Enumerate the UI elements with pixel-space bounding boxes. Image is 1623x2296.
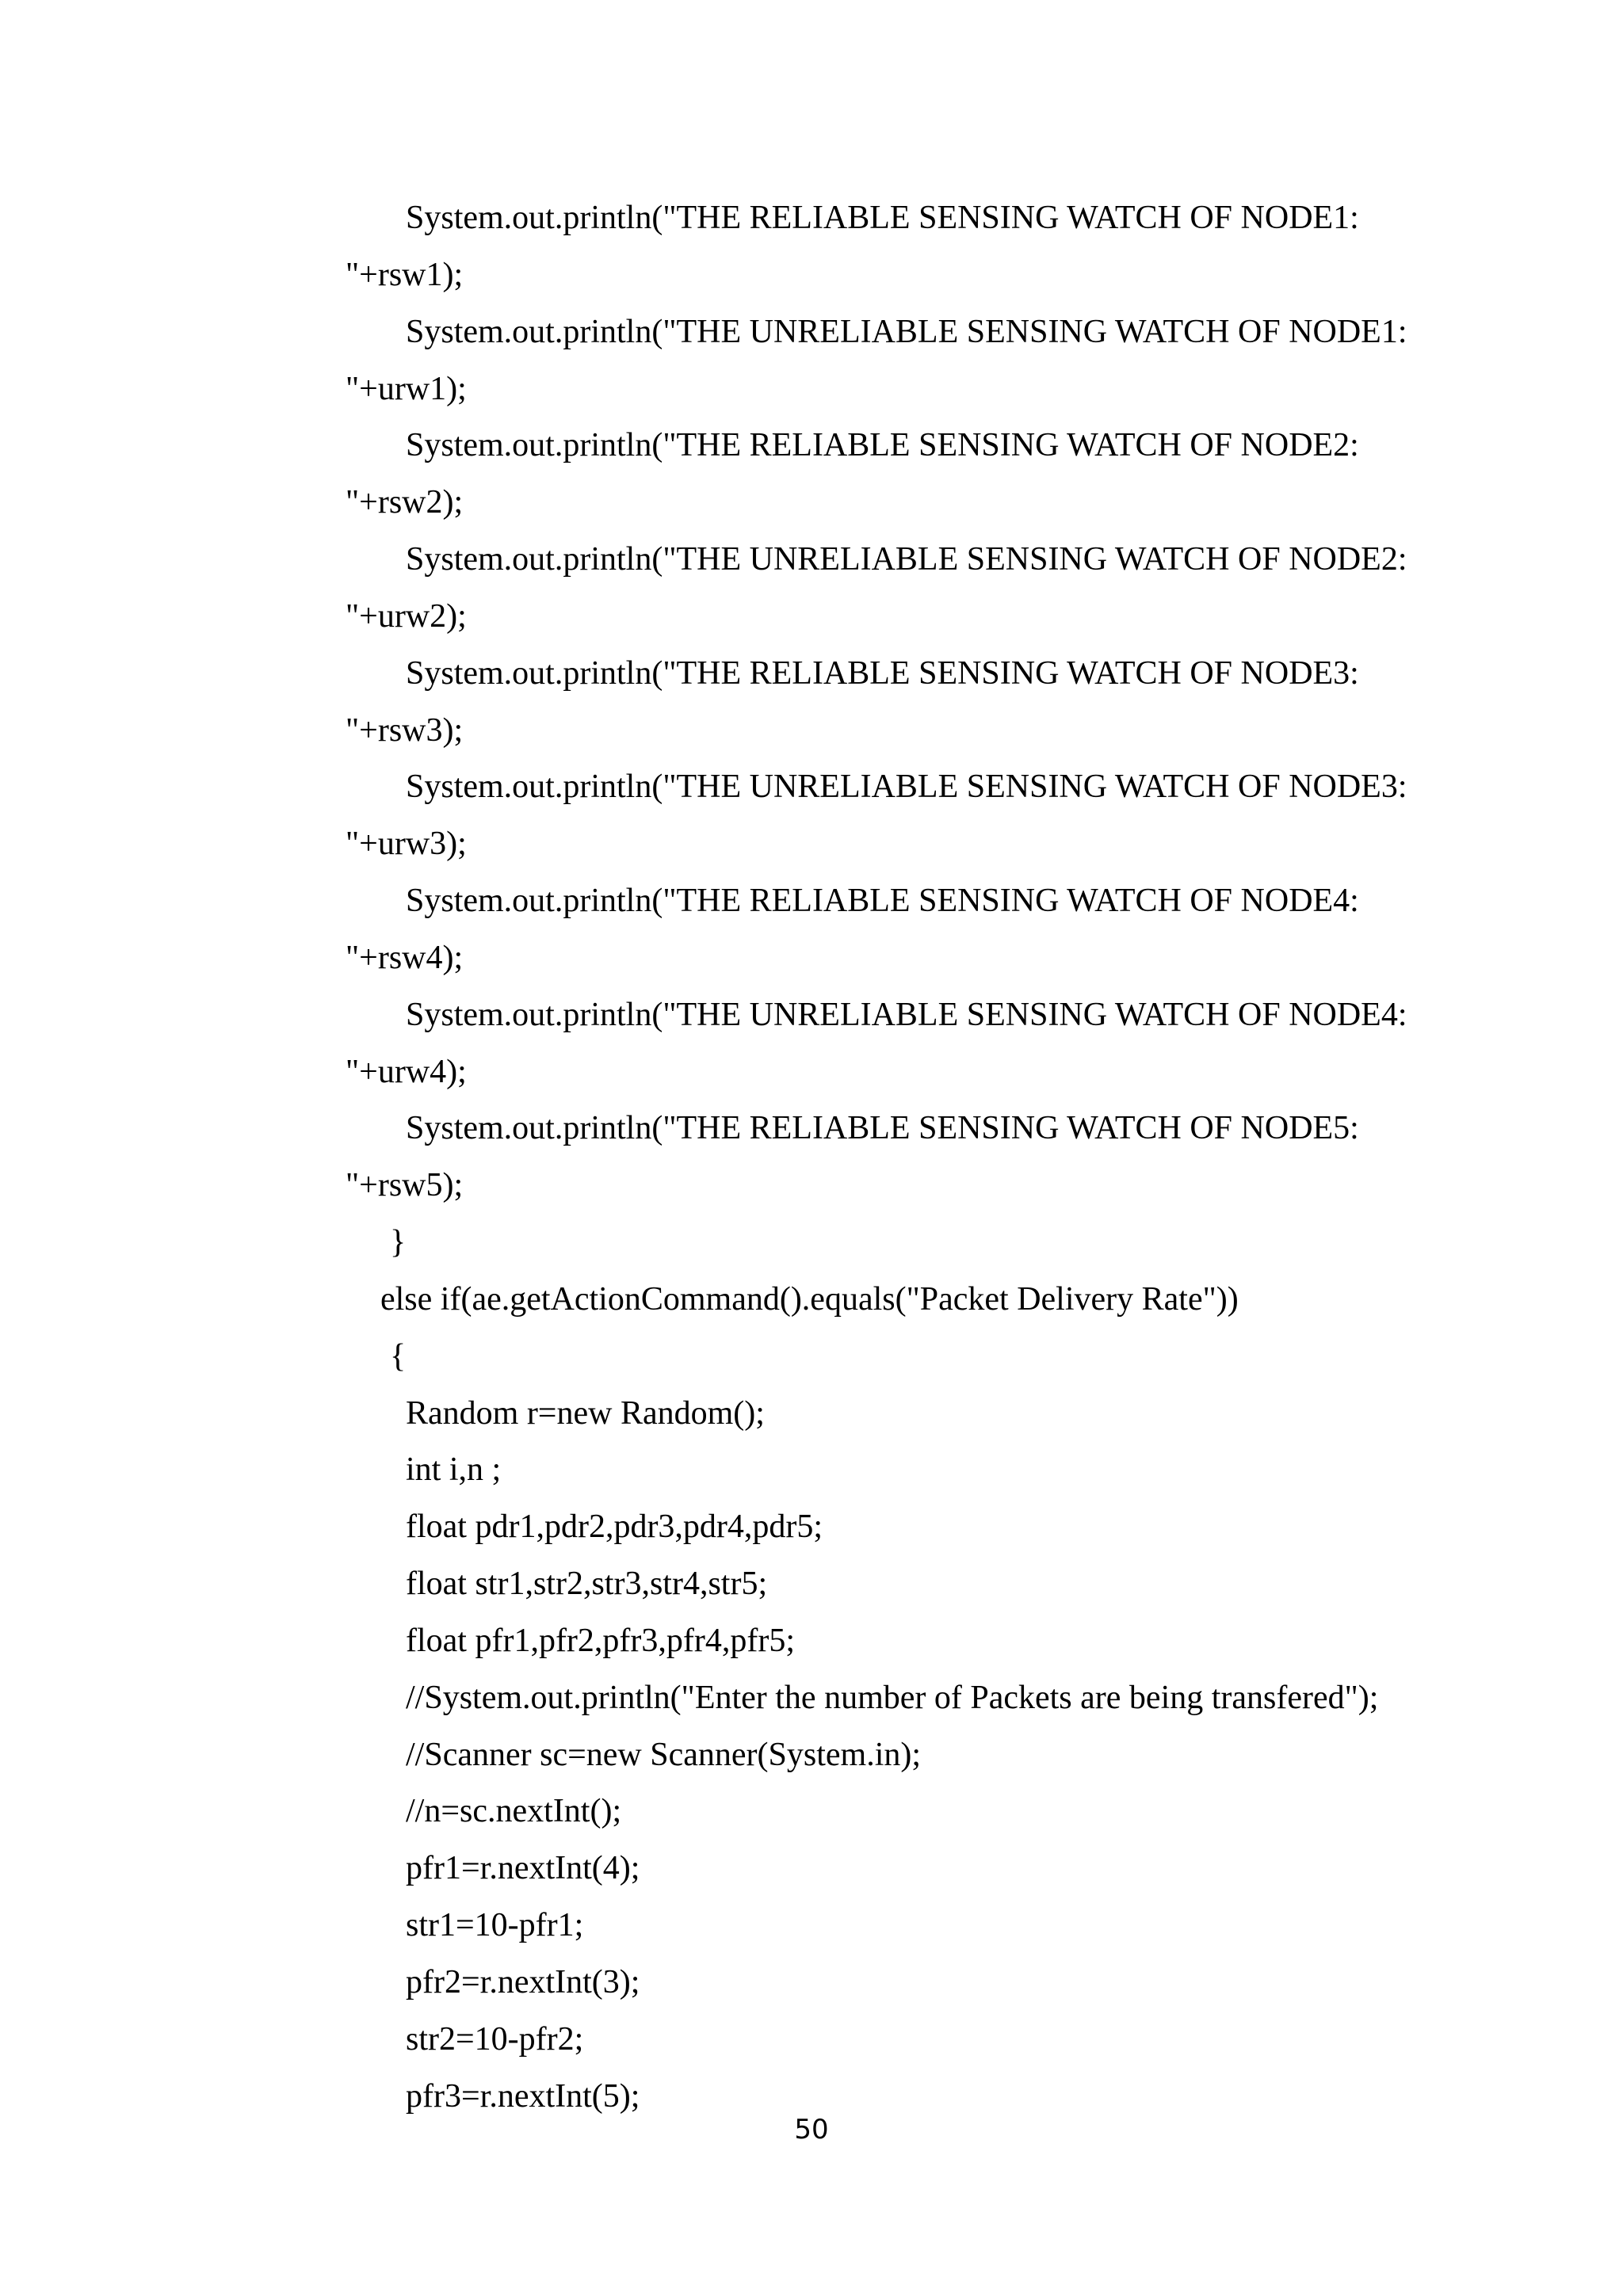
- code-line: float pfr1,pfr2,pfr3,pfr4,pfr5;: [406, 1623, 795, 1659]
- code-line: else if(ae.getActionCommand().equals("Packet Delivery Rate")): [380, 1281, 1239, 1318]
- code-line: "+rsw5);: [346, 1167, 464, 1203]
- code-line: pfr2=r.nextInt(3);: [406, 1964, 640, 2000]
- code-line: System.out.println("THE RELIABLE SENSING WATCH OF NODE5:: [406, 1110, 1359, 1146]
- code-line: System.out.println("THE UNRELIABLE SENSING WATCH OF NODE3:: [406, 769, 1407, 805]
- code-line: "+rsw2);: [346, 484, 464, 521]
- code-line: "+urw1);: [346, 371, 467, 407]
- code-line: "+rsw3);: [346, 712, 464, 749]
- code-line: //Scanner sc=new Scanner(System.in);: [406, 1737, 922, 1773]
- page-number: 50: [794, 2114, 829, 2145]
- code-line: Random r=new Random();: [406, 1395, 765, 1432]
- code-line: "+urw3);: [346, 826, 467, 862]
- code-line: System.out.println("THE RELIABLE SENSING WATCH OF NODE3:: [406, 655, 1359, 692]
- code-line: pfr1=r.nextInt(4);: [406, 1850, 640, 1886]
- code-line: System.out.println("THE UNRELIABLE SENSING WATCH OF NODE2:: [406, 541, 1407, 578]
- code-line: str2=10-pfr2;: [406, 2021, 584, 2058]
- code-line: System.out.println("THE RELIABLE SENSING WATCH OF NODE4:: [406, 883, 1359, 919]
- code-line: System.out.println("THE UNRELIABLE SENSING WATCH OF NODE4:: [406, 997, 1407, 1033]
- code-line: //System.out.println("Enter the number of Packets are being transfered");: [406, 1680, 1379, 1716]
- code-line: pfr3=r.nextInt(5);: [406, 2078, 640, 2115]
- code-line: float str1,str2,str3,str4,str5;: [406, 1566, 768, 1602]
- code-line: str1=10-pfr1;: [406, 1907, 584, 1943]
- code-line: //n=sc.nextInt();: [406, 1793, 622, 1829]
- code-line: "+urw2);: [346, 598, 467, 635]
- code-line: }: [390, 1224, 407, 1261]
- code-line: System.out.println("THE UNRELIABLE SENSING WATCH OF NODE1:: [406, 314, 1407, 350]
- code-line: System.out.println("THE RELIABLE SENSING WATCH OF NODE1:: [406, 200, 1359, 236]
- code-line: int i,n ;: [406, 1451, 502, 1488]
- code-line: System.out.println("THE RELIABLE SENSING WATCH OF NODE2:: [406, 427, 1359, 463]
- code-line: "+urw4);: [346, 1054, 467, 1090]
- code-line: {: [390, 1338, 407, 1375]
- code-line: "+rsw1);: [346, 257, 464, 293]
- code-line: float pdr1,pdr2,pdr3,pdr4,pdr5;: [406, 1508, 823, 1545]
- code-line: "+rsw4);: [346, 940, 464, 976]
